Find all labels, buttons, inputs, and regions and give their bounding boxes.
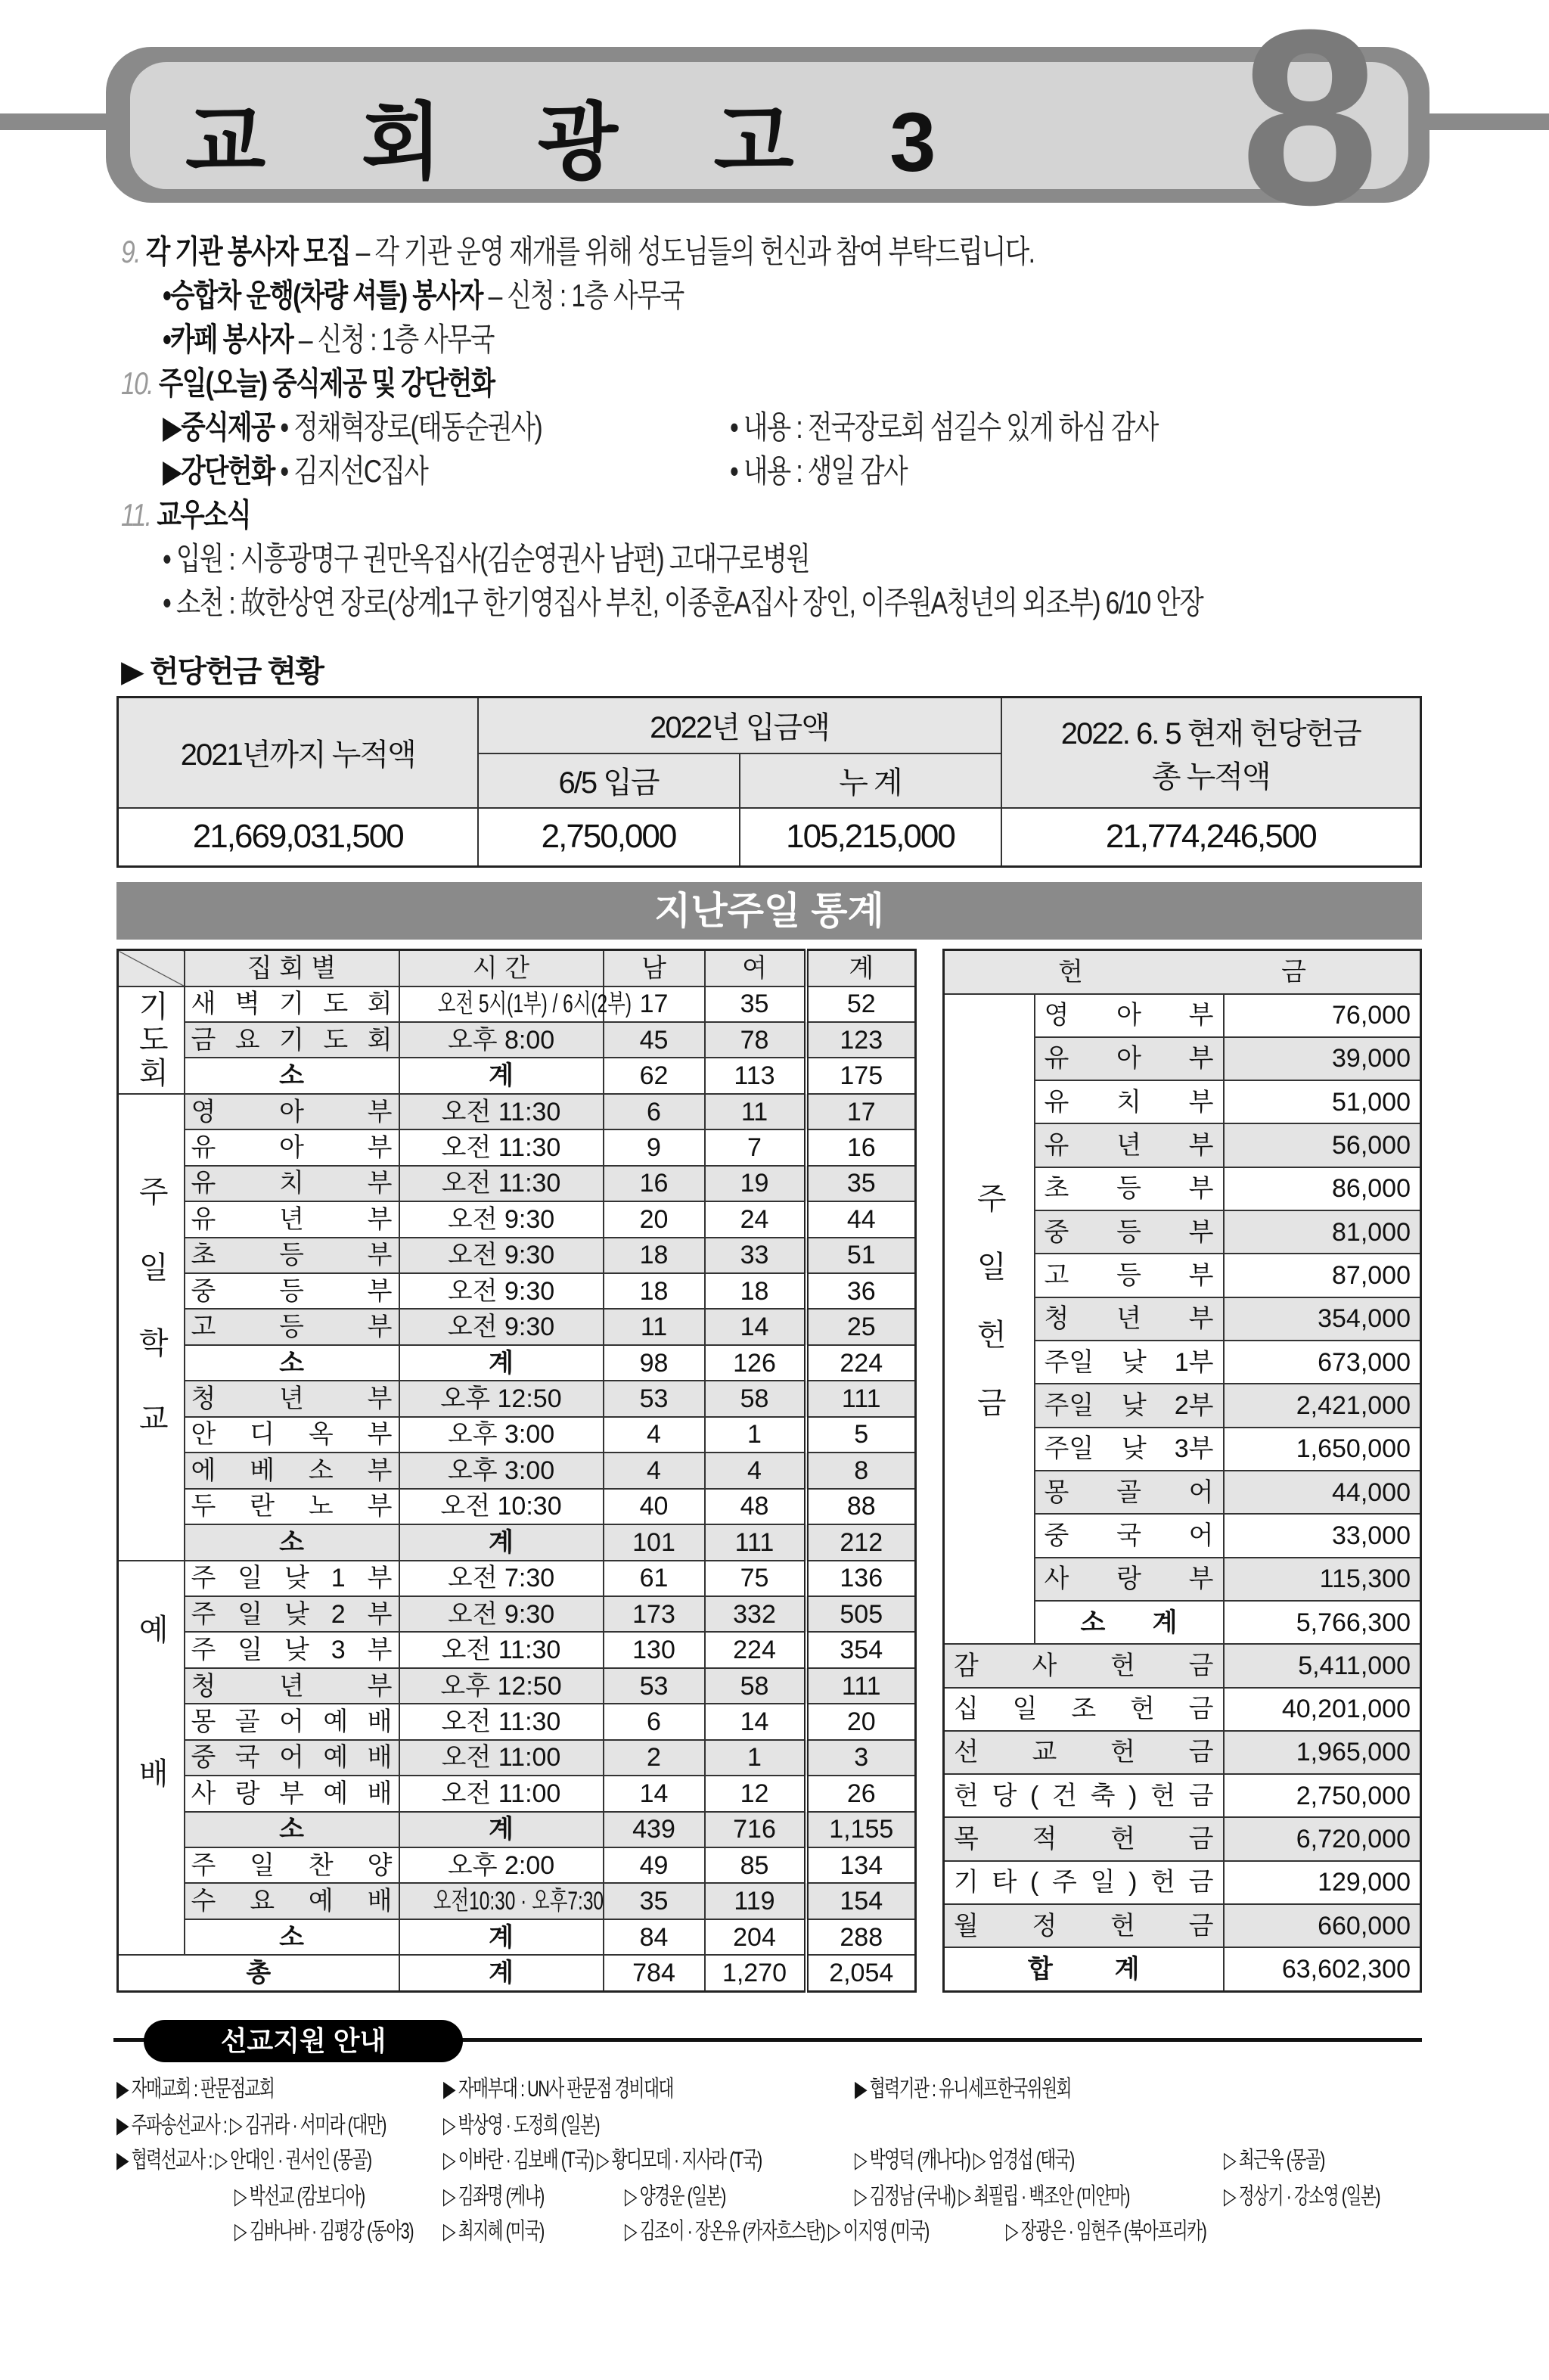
group-label: 예배	[118, 1561, 185, 1956]
notice-11	[121, 490, 250, 536]
meeting-name: 금 요 기 도 회	[185, 1022, 399, 1058]
attendance-row	[118, 1596, 916, 1632]
lunch-row	[163, 402, 542, 448]
male-count: 98	[604, 1345, 705, 1381]
female-count: 113	[705, 1058, 806, 1093]
notice-number: 11.	[121, 497, 151, 533]
offering-row	[944, 1644, 1421, 1687]
meeting-name: 유 아 부	[185, 1129, 399, 1165]
meeting-name: 초 등 부	[185, 1238, 399, 1273]
grand-total-row	[118, 1955, 916, 1991]
attendance-row	[118, 1022, 916, 1058]
total-count: 505	[806, 1596, 916, 1632]
total-count: 123	[806, 1022, 916, 1058]
subtotal-label: 소	[185, 1812, 399, 1847]
page-number: 8	[1240, 0, 1380, 256]
mission-item: ▷ 김좌명 (케냐)	[443, 2184, 544, 2209]
offering-amount: 1,965,000	[1224, 1731, 1421, 1774]
total-count: 1,155	[806, 1812, 916, 1847]
offering-name: 유 아 부	[1035, 1037, 1224, 1080]
meeting-name: 중 국 어 예 배	[185, 1740, 399, 1776]
female-count: 1,270	[705, 1955, 806, 1991]
value-total: 21,774,246,500	[1001, 808, 1421, 867]
meeting-name: 청 년 부	[185, 1668, 399, 1704]
total-count: 111	[806, 1668, 916, 1704]
meeting-time: 오전 11:00	[399, 1776, 604, 1811]
attendance-row	[118, 1776, 916, 1811]
female-count: 111	[705, 1524, 806, 1560]
mission-item: ▷ 최근욱 (몽골)	[1224, 2148, 1324, 2173]
total-count: 288	[806, 1919, 916, 1955]
value-cum-2021: 21,669,031,500	[118, 808, 478, 867]
offering-row	[944, 1688, 1421, 1731]
male-count: 53	[604, 1668, 705, 1704]
meeting-time: 오전 9:30	[399, 1238, 604, 1273]
mission-item: ▶ 협력선교사 : ▷ 안대인 · 권서인 (몽골)	[116, 2148, 371, 2173]
total-count: 52	[806, 986, 916, 1022]
total-count: 136	[806, 1561, 916, 1596]
mission-item: ▷ 박상영 · 도정희 (일본)	[443, 2113, 600, 2138]
female-count: 19	[705, 1166, 806, 1201]
attendance-row	[118, 1273, 916, 1309]
offering-name: 선 교 헌 금	[944, 1731, 1224, 1774]
subtotal-label: 계	[399, 1345, 604, 1381]
female-count: 58	[705, 1668, 806, 1704]
meeting-name: 사 랑 부 예 배	[185, 1776, 399, 1811]
header-sum: 누 계	[740, 753, 1001, 808]
male-count: 439	[604, 1812, 705, 1847]
row-who: • 김지선C집사	[280, 453, 428, 489]
offering-name: 고 등 부	[1035, 1254, 1224, 1297]
notice-title: 각 기관 봉사자 모집	[145, 234, 350, 269]
meeting-time: 오전 9:30	[399, 1273, 604, 1309]
group-label: 주일학교	[118, 1094, 185, 1561]
offering-row	[944, 1817, 1421, 1860]
offering-name: 영 아 부	[1035, 994, 1224, 1037]
female-count: 85	[705, 1847, 806, 1883]
total-count: 25	[806, 1309, 916, 1344]
female-count: 716	[705, 1812, 806, 1847]
attendance-row	[118, 1919, 916, 1955]
female-count: 224	[705, 1632, 806, 1667]
male-count: 2	[604, 1740, 705, 1776]
meeting-time: 오전10:30 · 오후7:30	[433, 1887, 604, 1916]
meeting-name: 유 년 부	[185, 1201, 399, 1237]
meeting-time: 오전 9:30	[399, 1309, 604, 1344]
mission-item: ▷ 최지혜 (미국)	[443, 2219, 544, 2244]
mission-item: ▷ 양경운 (일본)	[625, 2184, 725, 2209]
sunday-offering-label: 주일헌금	[944, 994, 1035, 1645]
total-count: 44	[806, 1201, 916, 1237]
offering-name: 월 정 헌 금	[944, 1904, 1224, 1947]
male-count: 4	[604, 1417, 705, 1453]
total-count: 154	[806, 1883, 916, 1919]
mission-item: ▷ 장광은 · 임현주 (북아프리카)	[1006, 2219, 1206, 2244]
female-count: 332	[705, 1596, 806, 1632]
male-count: 784	[604, 1955, 705, 1991]
flower-row	[163, 446, 427, 492]
attendance-row	[118, 1740, 916, 1776]
male-count: 101	[604, 1524, 705, 1560]
total-count: 36	[806, 1273, 916, 1309]
offering-amount: 39,000	[1224, 1037, 1421, 1080]
male-count: 11	[604, 1309, 705, 1344]
attendance-row	[118, 1704, 916, 1739]
total-count: 3	[806, 1740, 916, 1776]
notice-title: 주일(오늘) 중식제공 및 강단헌화	[158, 365, 495, 401]
meeting-name: 중 등 부	[185, 1273, 399, 1309]
header-female: 여	[705, 950, 806, 986]
male-count: 14	[604, 1776, 705, 1811]
mission-item: ▷ 김조이 · 장온유 (카자흐스탄) ▷ 이지영 (미국)	[625, 2219, 929, 2244]
female-count: 48	[705, 1489, 806, 1524]
offering-amount: 5,411,000	[1224, 1644, 1421, 1687]
notice-text: – 각 기관 운영 재개를 위해 성도님들의 헌신과 참여 부탁드립니다.	[355, 234, 1035, 269]
attendance-row	[118, 1632, 916, 1667]
attendance-row	[118, 1129, 916, 1165]
offering-amount: 76,000	[1224, 994, 1421, 1037]
subtotal-label: 소	[185, 1345, 399, 1381]
header-group: 집 회 별	[185, 950, 399, 986]
male-count: 16	[604, 1166, 705, 1201]
female-count: 35	[705, 986, 806, 1022]
offering-amount: 86,000	[1224, 1167, 1421, 1210]
offering-table	[942, 949, 1422, 1993]
total-count: 88	[806, 1489, 916, 1524]
female-count: 75	[705, 1561, 806, 1596]
attendance-row	[118, 1309, 916, 1344]
male-count: 6	[604, 1704, 705, 1739]
total-count: 175	[806, 1058, 916, 1093]
total-count: 354	[806, 1632, 916, 1667]
offering-amount: 673,000	[1224, 1341, 1421, 1384]
meeting-name: 영 아 부	[185, 1094, 399, 1129]
row-who: • 정채혁장로(태동순권사)	[280, 409, 542, 445]
notice-title: 교우소식	[157, 497, 250, 533]
offering-amount: 1,650,000	[1224, 1428, 1421, 1471]
meeting-name: 주 일 낮 3 부	[185, 1632, 399, 1667]
mission-item: ▷ 박영덕 (캐나다) ▷ 엄경섭 (태국)	[855, 2148, 1074, 2173]
male-count: 49	[604, 1847, 705, 1883]
male-count: 130	[604, 1632, 705, 1667]
meeting-time: 오후 3:00	[399, 1453, 604, 1488]
offering-name: 유 년 부	[1035, 1123, 1224, 1167]
page-title: 교 회 광 고 3	[185, 96, 973, 189]
total-count: 16	[806, 1129, 916, 1165]
item-text: – 신청 : 1층 사무국	[298, 322, 494, 357]
meeting-name: 청 년 부	[185, 1381, 399, 1416]
header-total: 2022. 6. 5 현재 헌당헌금 총 누적액	[1001, 698, 1421, 808]
offering-amount: 51,000	[1224, 1080, 1421, 1123]
female-count: 78	[705, 1022, 806, 1058]
meeting-time: 오전 11:30	[399, 1632, 604, 1667]
attendance-table	[116, 949, 917, 1993]
header-cum-2021: 2021년까지 누적액	[118, 698, 478, 808]
group-label: 기도회	[118, 986, 185, 1094]
header-total: 계	[806, 950, 916, 986]
flower-content: • 내용 : 생일 감사	[730, 453, 907, 489]
header-time: 시 간	[399, 950, 604, 986]
meeting-name: 두 란 노 부	[185, 1489, 399, 1524]
mission-item: ▷ 김바나바 · 김평강 (동아3)	[234, 2219, 414, 2244]
row-label: ▶중식제공	[163, 409, 275, 445]
offering-amount: 40,201,000	[1224, 1688, 1421, 1731]
meeting-name: 유 치 부	[185, 1166, 399, 1201]
total-count: 134	[806, 1847, 916, 1883]
offering-amount: 87,000	[1224, 1254, 1421, 1297]
male-count: 61	[604, 1561, 705, 1596]
male-count: 18	[604, 1238, 705, 1273]
meeting-time: 오전 5시(1부) / 6시(2부)	[437, 990, 632, 1019]
offering-name: 감 사 헌 금	[944, 1644, 1224, 1687]
offering-name: 헌 당 ( 건 축 ) 헌 금	[944, 1774, 1224, 1817]
male-count: 4	[604, 1453, 705, 1488]
male-count: 45	[604, 1022, 705, 1058]
grand-total-label: 계	[399, 1955, 604, 1991]
attendance-row	[118, 1847, 916, 1883]
offering-amount: 2,421,000	[1224, 1384, 1421, 1427]
subtotal-label: 소	[185, 1919, 399, 1955]
attendance-row	[118, 1381, 916, 1416]
female-count: 119	[705, 1883, 806, 1919]
header-0605: 6/5 입금	[478, 753, 740, 808]
female-count: 58	[705, 1381, 806, 1416]
attendance-row	[118, 1883, 916, 1919]
subtotal-label: 소	[185, 1058, 399, 1093]
subtotal-label: 소 계	[1035, 1601, 1224, 1644]
offering-row	[944, 1861, 1421, 1904]
item-title: •카페 봉사자	[163, 322, 293, 357]
offering-name: 유 치 부	[1035, 1080, 1224, 1123]
attendance-row	[118, 1094, 916, 1129]
offering-amount: 2,750,000	[1224, 1774, 1421, 1817]
meeting-name: 몽 골 어 예 배	[185, 1704, 399, 1739]
meeting-time: 오전 7:30	[399, 1561, 604, 1596]
offering-amount: 56,000	[1224, 1123, 1421, 1167]
attendance-row	[118, 1166, 916, 1201]
notice-number: 9.	[121, 234, 140, 269]
meeting-time: 오전 11:00	[399, 1740, 604, 1776]
attendance-row	[118, 1812, 916, 1847]
meeting-name: 주 일 낮 2 부	[185, 1596, 399, 1632]
subtotal-label: 계	[399, 1919, 604, 1955]
subtotal-label: 소	[185, 1524, 399, 1560]
total-count: 2,054	[806, 1955, 916, 1991]
female-count: 1	[705, 1740, 806, 1776]
offering-header: 헌 금	[944, 950, 1421, 994]
male-count: 20	[604, 1201, 705, 1237]
offering-amount: 5,766,300	[1224, 1601, 1421, 1644]
meeting-name: 고 등 부	[185, 1309, 399, 1344]
male-count: 35	[604, 1883, 705, 1919]
offering-row	[944, 1774, 1421, 1817]
subtotal-label: 계	[399, 1058, 604, 1093]
total-count: 17	[806, 1094, 916, 1129]
attendance-row	[118, 1417, 916, 1453]
meeting-time: 오전 11:30	[399, 1704, 604, 1739]
offering-name: 주일 낮 2부	[1035, 1384, 1224, 1427]
male-count: 53	[604, 1381, 705, 1416]
offering-name: 십 일 조 헌 금	[944, 1688, 1224, 1731]
member-news-item: • 소천 : 故한상연 장로(상계1구 한기영집사 부친, 이종훈A집사 장인, 이주원A청년의 외조부) 6/10 안장	[163, 585, 1203, 620]
meeting-time: 오전 11:30	[399, 1129, 604, 1165]
offering-amount: 129,000	[1224, 1861, 1421, 1904]
meeting-time-cell	[399, 986, 632, 1022]
offering-name: 사 랑 부	[1035, 1558, 1224, 1601]
meeting-time: 오후 12:50	[399, 1668, 604, 1704]
male-count: 173	[604, 1596, 705, 1632]
attendance-row	[118, 1201, 916, 1237]
attendance-row	[118, 1524, 916, 1560]
attendance-row	[118, 1238, 916, 1273]
offering-row	[944, 1904, 1421, 1947]
notice-9	[121, 227, 1034, 272]
female-count: 1	[705, 1417, 806, 1453]
offering-total-row	[944, 1947, 1421, 1991]
total-count: 51	[806, 1238, 916, 1273]
total-count: 35	[806, 1166, 916, 1201]
female-count: 14	[705, 1704, 806, 1739]
male-count: 84	[604, 1919, 705, 1955]
donation-table	[116, 696, 1422, 868]
attendance-row	[118, 1489, 916, 1524]
female-count: 12	[705, 1776, 806, 1811]
meeting-time: 오전 9:30	[399, 1596, 604, 1632]
attendance-row	[118, 1453, 916, 1488]
notice-9-item	[163, 271, 684, 316]
meeting-name: 수 요 예 배	[185, 1883, 399, 1919]
offering-name: 목 적 헌 금	[944, 1817, 1224, 1860]
mission-title: 선교지원 안내	[144, 2020, 463, 2062]
attendance-row	[118, 986, 916, 1022]
mission-item: ▷ 김정남 (국내) ▷ 최필립 · 백조안 (미얀마)	[855, 2184, 1130, 2209]
meeting-time: 오전 9:30	[399, 1201, 604, 1237]
offering-amount: 115,300	[1224, 1558, 1421, 1601]
attendance-row	[118, 1345, 916, 1381]
meeting-time-cell	[399, 1883, 604, 1919]
offering-name: 기 타 ( 주 일 ) 헌 금	[944, 1861, 1224, 1904]
offering-amount: 81,000	[1224, 1210, 1421, 1254]
female-count: 204	[705, 1919, 806, 1955]
meeting-name: 에 베 소 부	[185, 1453, 399, 1488]
attendance-row	[118, 1561, 916, 1596]
meeting-time: 오후 3:00	[399, 1417, 604, 1453]
meeting-name: 새 벽 기 도 회	[185, 986, 399, 1022]
item-text: – 신청 : 1층 사무국	[488, 278, 684, 313]
total-amount: 63,602,300	[1224, 1947, 1421, 1991]
mission-item: ▶ 주파송선교사 : ▷ 김귀라 · 서미라 (대만)	[116, 2113, 386, 2138]
male-count: 18	[604, 1273, 705, 1309]
male-count: 17	[604, 986, 705, 1022]
female-count: 126	[705, 1345, 806, 1381]
offering-name: 주일 낮 1부	[1035, 1341, 1224, 1384]
mission-item: ▶ 자매교회 : 판문점교회	[116, 2077, 275, 2102]
meeting-name: 안 디 옥 부	[185, 1417, 399, 1453]
offering-name: 청 년 부	[1035, 1297, 1224, 1341]
meeting-time: 오전 10:30	[399, 1489, 604, 1524]
subtotal-label: 계	[399, 1812, 604, 1847]
total-count: 5	[806, 1417, 916, 1453]
mission-item: ▶ 협력기관 : 유니세프한국위원회	[855, 2077, 1071, 2102]
mission-item: ▶ 자매부대 : UN사 판문점 경비대대	[443, 2077, 673, 2102]
mission-item: ▷ 정상기 · 강소영 (일본)	[1224, 2184, 1380, 2209]
attendance-row	[118, 1058, 916, 1093]
mission-item: ▷ 이바란 · 김보배 (T국) ▷ 황디모데 · 지사라 (T국)	[443, 2148, 762, 2173]
item-title: •승합차 운행(차량 셔틀) 봉사자	[163, 278, 483, 313]
meeting-name: 주 일 낮 1 부	[185, 1561, 399, 1596]
meeting-time: 오후 12:50	[399, 1381, 604, 1416]
meeting-name: 주 일 찬 양	[185, 1847, 399, 1883]
male-count: 9	[604, 1129, 705, 1165]
offering-row	[944, 1731, 1421, 1774]
offering-amount: 660,000	[1224, 1904, 1421, 1947]
meeting-time: 오전 11:30	[399, 1166, 604, 1201]
total-count: 111	[806, 1381, 916, 1416]
notice-10	[121, 359, 494, 404]
female-count: 4	[705, 1453, 806, 1488]
grand-total-label: 총	[118, 1955, 399, 1991]
value-sum: 105,215,000	[740, 808, 1001, 867]
female-count: 33	[705, 1238, 806, 1273]
total-count: 20	[806, 1704, 916, 1739]
total-count: 26	[806, 1776, 916, 1811]
offering-amount: 6,720,000	[1224, 1817, 1421, 1860]
female-count: 7	[705, 1129, 806, 1165]
mission-item: ▷ 박선교 (캄보디아)	[234, 2184, 365, 2209]
male-count: 62	[604, 1058, 705, 1093]
value-0605: 2,750,000	[478, 808, 740, 867]
offering-name: 중 등 부	[1035, 1210, 1224, 1254]
subtotal-label: 계	[399, 1524, 604, 1560]
member-news-item: • 입원 : 시흥광명구 권만옥집사(김순영권사 남편) 고대구로병원	[163, 541, 809, 576]
male-count: 40	[604, 1489, 705, 1524]
meeting-time: 오후 2:00	[399, 1847, 604, 1883]
offering-name: 주일 낮 3부	[1035, 1428, 1224, 1471]
female-count: 14	[705, 1309, 806, 1344]
offering-name: 초 등 부	[1035, 1167, 1224, 1210]
meeting-time: 오전 11:30	[399, 1094, 604, 1129]
row-label: ▶강단헌화	[163, 453, 275, 489]
total-count: 212	[806, 1524, 916, 1560]
donation-section-label: ▶ 헌당헌금 현황	[121, 655, 323, 688]
male-count: 6	[604, 1094, 705, 1129]
total-label: 합 계	[944, 1947, 1224, 1991]
notice-number: 10.	[121, 365, 153, 401]
total-count: 224	[806, 1345, 916, 1381]
offering-name: 몽 골 어	[1035, 1471, 1224, 1514]
female-count: 18	[705, 1273, 806, 1309]
header-2022: 2022년 입금액	[478, 698, 1001, 753]
offering-amount: 354,000	[1224, 1297, 1421, 1341]
offering-name: 중 국 어	[1035, 1514, 1224, 1557]
female-count: 24	[705, 1201, 806, 1237]
lunch-content: • 내용 : 전국장로회 섬길수 있게 하심 감사	[730, 409, 1158, 445]
header-male: 남	[604, 950, 705, 986]
notice-9-item	[163, 315, 494, 360]
offering-amount: 33,000	[1224, 1514, 1421, 1557]
offering-amount: 44,000	[1224, 1471, 1421, 1514]
total-count: 8	[806, 1453, 916, 1488]
corner-cell	[118, 950, 185, 986]
stats-title: 지난주일 통계	[116, 882, 1422, 940]
meeting-time: 오후 8:00	[399, 1022, 604, 1058]
offering-row	[944, 994, 1421, 1037]
attendance-row	[118, 1668, 916, 1704]
female-count: 11	[705, 1094, 806, 1129]
